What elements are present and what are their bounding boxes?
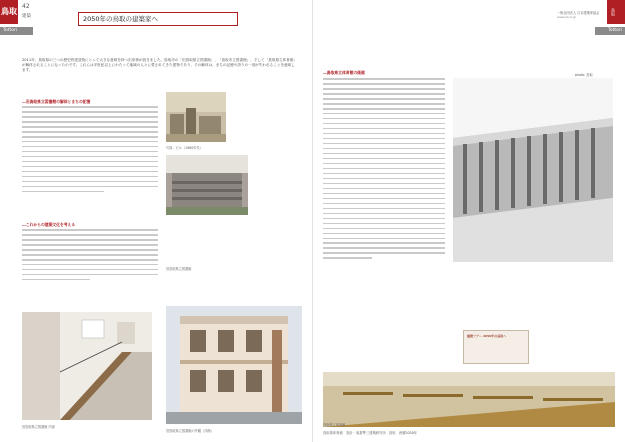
- sepia-city-photo: [166, 92, 226, 142]
- gymnasium-exterior-photo: [453, 78, 613, 262]
- page-footer: 鳥取県体育館 設計：坂倉準三建築研究所 鳥取 西暦2050年: [323, 431, 418, 435]
- photo-caption-2: 旧鳥取県立図書館: [166, 267, 192, 271]
- library-building-photo: [166, 155, 248, 215]
- right-body-text: [323, 78, 445, 262]
- article-title: 2050年の鳥取の建築家へ: [78, 12, 238, 26]
- event-ad-box: [463, 330, 529, 364]
- section-label: 建築: [22, 14, 31, 19]
- section-heading-2: ―これからの建築文化を考える: [22, 222, 76, 227]
- right-category-tab: 鳥取: [607, 0, 625, 24]
- section-heading-1: ―旧鳥取県立図書館の解体とまちの記憶: [22, 99, 91, 104]
- left-page: [0, 0, 312, 442]
- western-building-photo: [166, 306, 302, 424]
- photo-caption-bottom: 鳥取県立体育館: [323, 423, 346, 427]
- body-text-1: [22, 106, 158, 196]
- publisher-logo: 一般社団法人 日本建築家協会: [557, 11, 600, 15]
- right-page: [313, 0, 625, 442]
- lead-paragraph: 2011年、鳥取県の三つの歴史的建造物にとって大きな意味を持つ出来事が続きました。鳥取市の「旧鳥取県立図書館」、「鳥取市立図書館」、そして「鳥取県立体育館」が解体されることになったのです。これらは半世紀以上にわたって地域の人々に愛されてきた建物であり、その解体は、まちの記憶や誇りの一部が失われることを意味します。: [22, 58, 298, 73]
- photo-credit: photo: 鳥取: [575, 73, 593, 77]
- body-text-2: [22, 229, 158, 284]
- photo-caption-3: 旧鳥取県立図書館 内部: [22, 425, 55, 429]
- publisher-url: www.jia.or.jp: [557, 15, 576, 19]
- interior-staircase-photo: [22, 312, 152, 420]
- photo-caption-4: 旧鳥取県立図書館の外観（洋館）: [166, 429, 214, 433]
- page-number: 42: [22, 3, 30, 10]
- photo-caption-1: 写真：ビル（1960年代）: [166, 146, 203, 150]
- right-section-heading: ―鳥取県立体育館の価値: [323, 70, 365, 75]
- ad-title: 建築ツアー 2050年の鳥取へ: [467, 334, 507, 338]
- category-tab: 鳥取: [0, 0, 18, 24]
- gymnasium-interior-photo: [323, 372, 615, 427]
- right-section-en: Tottori: [595, 27, 625, 35]
- section-en-label: Tottori: [0, 27, 33, 35]
